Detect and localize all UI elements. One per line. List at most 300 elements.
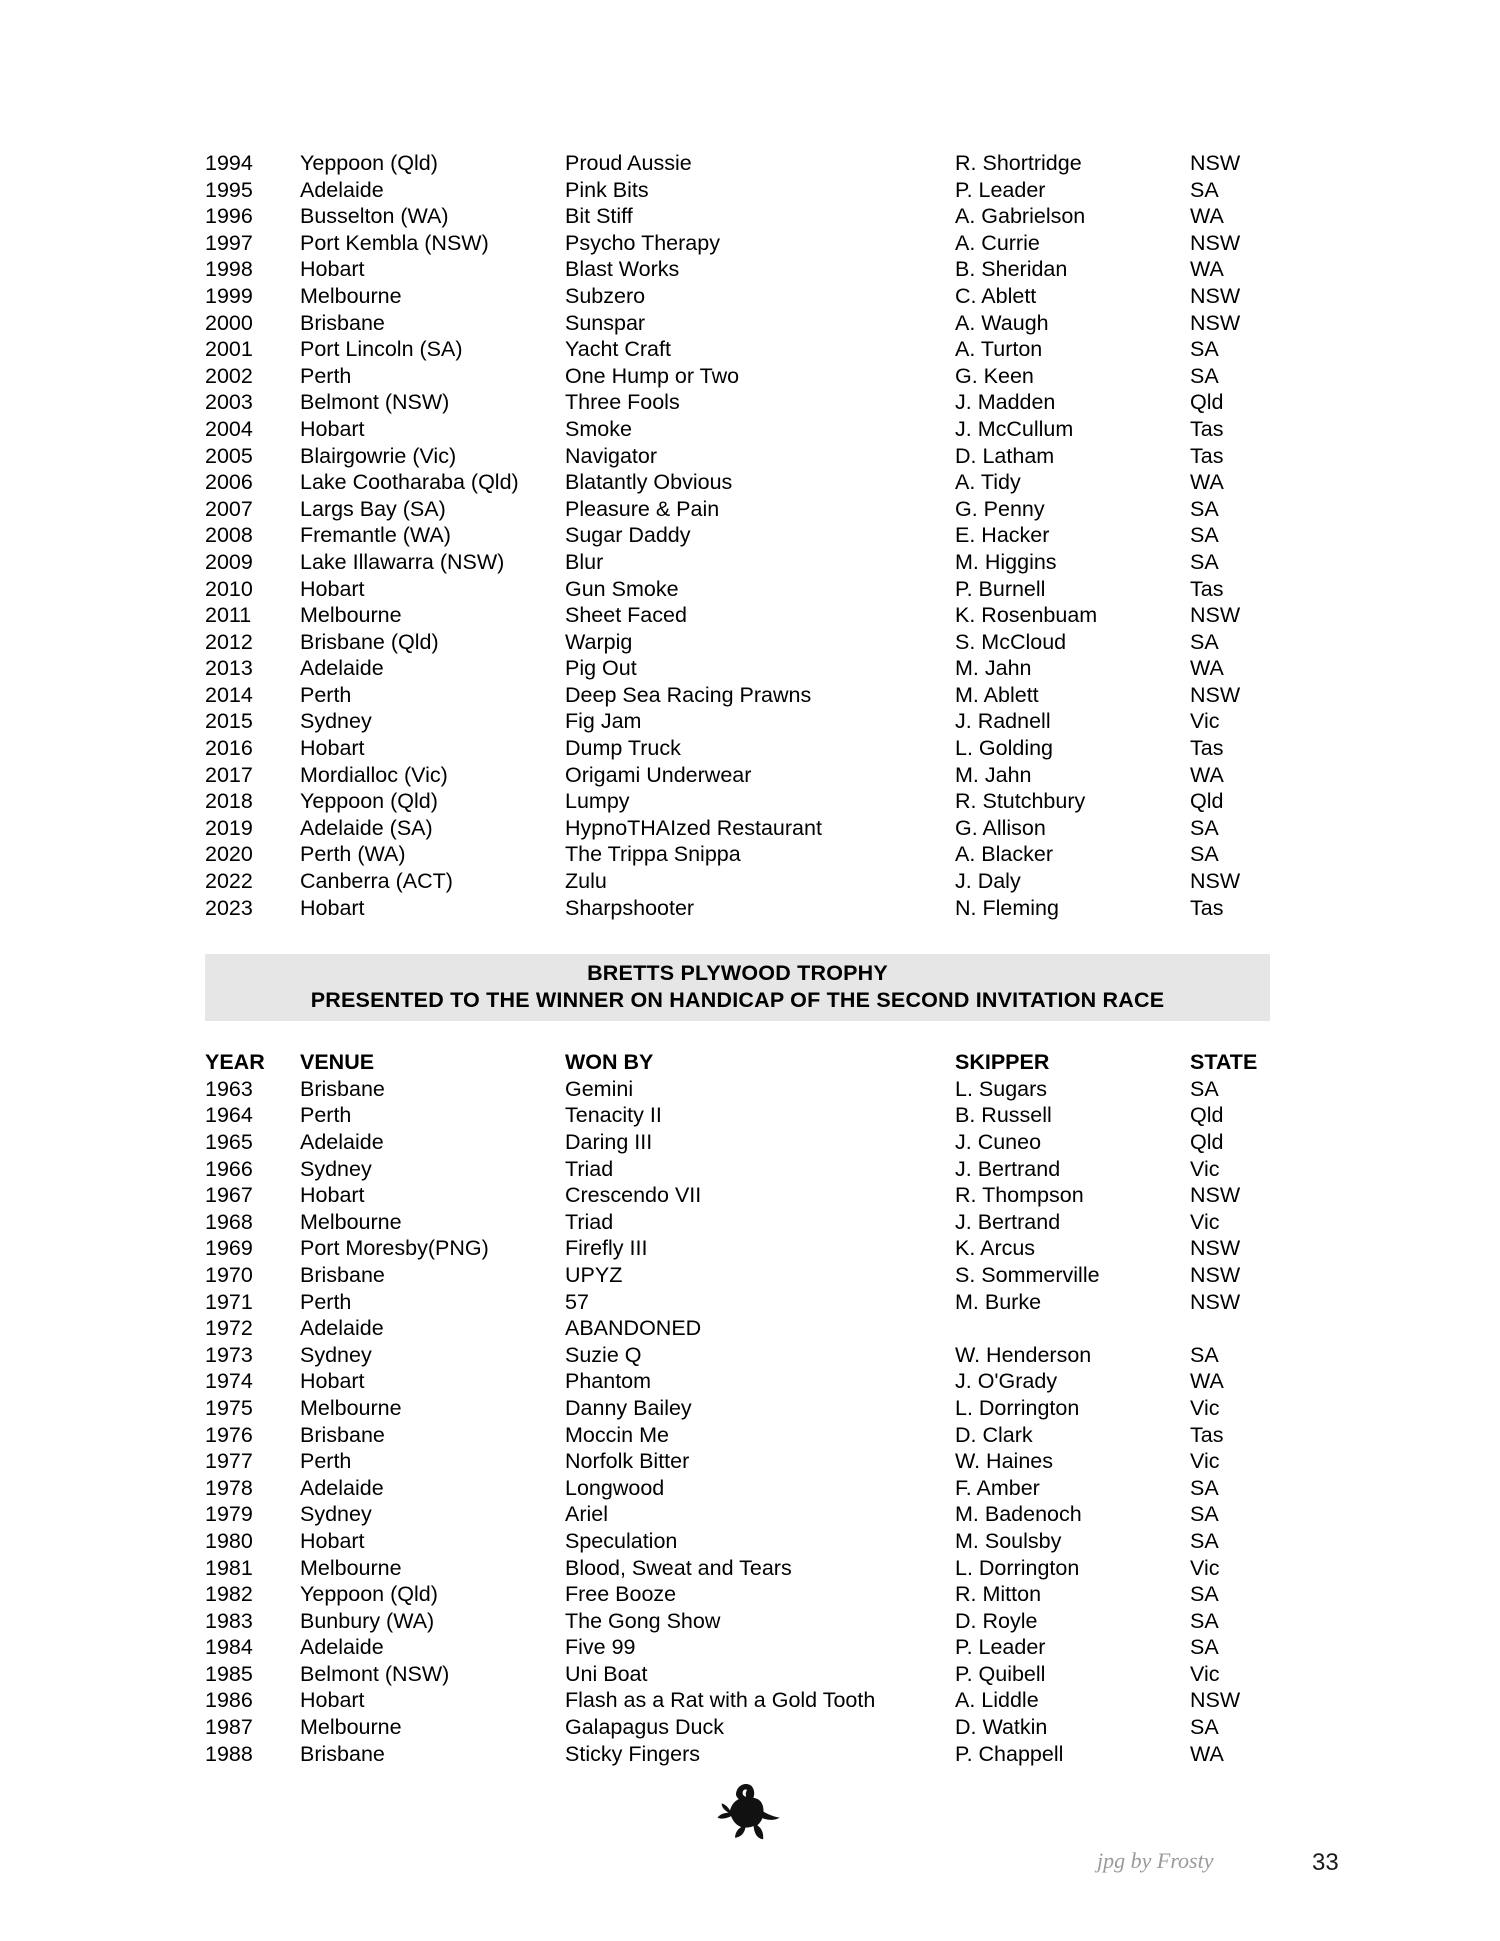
top_table-cell: Port Kembla (NSW) [300,230,489,255]
column-header: STATE [1190,1050,1258,1075]
bottom_table-cell: B. Russell [955,1103,1052,1128]
top_table-cell: N. Fleming [955,895,1059,920]
top_table-cell: A. Blacker [955,842,1053,867]
top_table-cell: WA [1190,470,1224,495]
top_table-cell: Bit Stiff [565,204,633,229]
top_table-cell: WA [1190,656,1224,681]
bottom_table-cell: 1975 [205,1395,253,1420]
top_table-cell: 2003 [205,390,253,415]
top_table-cell: SA [1190,337,1219,362]
table-row [205,177,1270,204]
bottom_table-cell: 1982 [205,1582,253,1607]
table-row [205,1608,1270,1635]
top_table-cell: Origami Underwear [565,762,752,787]
bretts-plywood-trophy-table [205,1049,1270,1767]
bottom_table-cell: NSW [1190,1183,1241,1208]
bottom_table-cell: Adelaide [300,1316,384,1341]
bottom_table-cell: SA [1190,1582,1219,1607]
bottom_table-cell: Speculation [565,1528,678,1553]
table-row [205,1076,1270,1103]
winners-table-continued [205,150,1270,921]
top_table-cell: Yeppoon (Qld) [300,151,438,175]
top_table-cell: G. Keen [955,363,1034,388]
top_table-cell: Pink Bits [565,177,649,202]
top_table-cell: SA [1190,496,1219,521]
bottom_table-cell: Adelaide [300,1130,384,1154]
table-header-row [205,1049,1270,1076]
top_table-cell: Hobart [300,576,365,601]
bottom_table-cell: WA [1190,1369,1224,1394]
bottom_table-cell: Adelaide [300,1635,384,1660]
bottom_table-cell: 1988 [205,1741,253,1766]
table-row [205,1289,1270,1316]
top_table-cell: R. Stutchbury [955,789,1086,814]
bottom_table-cell: Perth [300,1449,352,1474]
bottom_table-cell: Sydney [300,1156,372,1181]
bottom_table-cell: Perth [300,1289,352,1314]
top_table-cell: 2016 [205,736,253,761]
table-row [205,1555,1270,1582]
top_table-cell: NSW [1190,151,1241,175]
credit-text: jpg by Frosty [1097,1848,1214,1873]
bottom_table-cell: F. Amber [955,1475,1040,1500]
bottom_table-cell: 1963 [205,1076,253,1101]
top_table-cell: 2001 [205,337,253,362]
bottom_table-cell: K. Arcus [955,1236,1036,1261]
bottom_table-cell: SA [1190,1528,1219,1553]
bottom_table-cell: SA [1190,1608,1219,1633]
top_table-cell: WA [1190,204,1224,229]
bottom_table-cell: Brisbane [300,1422,385,1447]
bottom_table-cell: L. Dorrington [955,1395,1080,1420]
top_table-cell: Yacht Craft [565,337,671,362]
table-row [205,416,1270,443]
bottom_table-cell: M. Badenoch [955,1502,1082,1527]
bottom_table-cell: Vic [1190,1661,1220,1686]
bottom_table-cell: 1971 [205,1289,253,1314]
top_table-cell: Sharpshooter [565,895,695,920]
bottom_table-cell: Flash as a Rat with a Gold Tooth [565,1688,876,1713]
top_table-cell: Blatantly Obvious [565,470,733,495]
bottom_table-cell: 1985 [205,1661,253,1686]
top_table-cell: SA [1190,363,1219,388]
bottom_table-cell: Moccin Me [565,1422,669,1447]
bottom_table-cell: Melbourne [300,1209,402,1234]
bottom_table-cell: 57 [565,1289,589,1314]
table-row [205,682,1270,709]
top_table-cell: D. Latham [955,443,1055,468]
table-row [205,1129,1270,1156]
bottom_table-cell: Free Booze [565,1582,677,1607]
bottom_table-cell: SA [1190,1475,1219,1500]
bottom_table-cell: 1978 [205,1475,253,1500]
top_table-cell: Tas [1190,443,1224,468]
bottom_table-cell: The Gong Show [565,1608,721,1633]
table-row [205,1687,1270,1714]
table-row [205,629,1270,656]
bottom_table-cell [1190,1315,1270,1342]
table-row [205,1342,1270,1369]
top_table-cell: Sydney [300,709,372,734]
top_table-cell: A. Turton [955,337,1043,362]
bottom_table-cell: D. Clark [955,1422,1033,1447]
bottom_table-cell: Hobart [300,1688,365,1713]
trophy-title: BRETTS PLYWOOD TROPHY [587,961,888,986]
table-row [205,363,1270,390]
bottom_table-cell: Melbourne [300,1715,402,1740]
bottom_table-cell: W. Haines [955,1449,1053,1474]
top_table-cell: Qld [1190,390,1224,415]
bottom_table-cell: 1965 [205,1130,253,1154]
top_table-cell: 2017 [205,762,253,787]
table-row [205,389,1270,416]
bottom_table-cell: 1981 [205,1555,253,1580]
top_table-cell: Adelaide [300,177,384,202]
bottom_table-cell: Galapagus Duck [565,1715,724,1740]
top_table-cell: Sheet Faced [565,603,687,628]
table-row [205,1102,1270,1129]
bottom_table-cell: Triad [565,1209,614,1234]
bottom_table-cell: M. Burke [955,1289,1042,1314]
top_table-cell: Blairgowrie (Vic) [300,443,457,468]
top_table-cell: 2015 [205,709,253,734]
bottom_table-cell: 1967 [205,1183,253,1208]
top_table-cell: Adelaide (SA) [300,815,433,840]
top_table-cell: Vic [1190,709,1220,734]
table-row [205,1475,1270,1502]
bottom_table-cell: Port Moresby(PNG) [300,1236,489,1261]
top_table-cell: 1996 [205,204,253,229]
table-row [205,310,1270,337]
bottom_table-cell: Norfolk Bitter [565,1449,690,1474]
bottom_table-cell: Five 99 [565,1635,636,1660]
bottom_table-cell: R. Thompson [955,1183,1084,1208]
bottom-table-body [205,1076,1270,1767]
top_table-cell: HypnoTHAIzed Restaurant [565,815,822,840]
bottom_table-cell: Uni Boat [565,1661,648,1686]
bottom_table-cell: J. Cuneo [955,1130,1042,1154]
bottom_table-cell: NSW [1190,1262,1241,1287]
top_table-cell: Zulu [565,869,607,894]
table-row [205,443,1270,470]
bottom_table-cell: Melbourne [300,1395,402,1420]
top_table-cell: NSW [1190,283,1241,308]
bottom_table-cell: Vic [1190,1209,1220,1234]
bottom_table-cell: Brisbane [300,1076,385,1101]
bottom_table-cell: P. Chappell [955,1741,1064,1766]
bottom_table-cell: Tenacity II [565,1103,662,1128]
top_table-cell: J. Radnell [955,709,1051,734]
bottom_table-cell: Crescendo VII [565,1183,702,1208]
bottom_table-cell: Bunbury (WA) [300,1608,435,1633]
top_table-cell: SA [1190,549,1219,574]
table-row [205,1634,1270,1661]
top_table-cell: Brisbane (Qld) [300,629,439,654]
bottom_table-cell: 1974 [205,1369,253,1394]
bottom_table-cell: Perth [300,1103,352,1128]
top_table-cell: NSW [1190,230,1241,255]
table-row [205,735,1270,762]
top_table-cell: Pleasure & Pain [565,496,720,521]
table-row [205,150,1270,177]
bottom_table-cell: A. Liddle [955,1688,1039,1713]
top_table-cell: Blur [565,549,604,574]
table-row [205,895,1270,922]
bottom_table-cell: W. Henderson [955,1342,1092,1367]
top_table-cell: WA [1190,762,1224,787]
table-row [205,602,1270,629]
top_table-cell: Tas [1190,895,1224,920]
page-content [205,150,1295,1767]
bottom_table-cell: P. Quibell [955,1661,1046,1686]
top_table-cell: Lumpy [565,789,630,814]
bottom_table-cell: Hobart [300,1369,365,1394]
top_table-cell: P. Leader [955,177,1046,202]
top_table-cell: Melbourne [300,603,402,628]
top_table-cell: SA [1190,177,1219,202]
bottom_table-cell: Hobart [300,1528,365,1553]
top_table-cell: J. Daly [955,869,1021,894]
bottom_table-cell: J. Bertrand [955,1209,1061,1234]
bottom_table-cell: 1969 [205,1236,253,1261]
top_table-cell: A. Gabrielson [955,204,1086,229]
top_table-cell: Fig Jam [565,709,642,734]
top_table-cell: Canberra (ACT) [300,869,453,894]
bottom_table-cell: 1972 [205,1316,253,1341]
top_table-cell: G. Penny [955,496,1045,521]
top_table-cell: 2014 [205,682,253,707]
top_table-cell: Proud Aussie [565,151,692,175]
top_table-cell: 2012 [205,629,253,654]
top_table-cell: Yeppoon (Qld) [300,789,438,814]
bottom_table-cell: Belmont (NSW) [300,1661,450,1686]
bottom_table-cell: R. Mitton [955,1582,1042,1607]
top_table-cell: A. Currie [955,230,1040,255]
bottom_table-cell: NSW [1190,1236,1241,1261]
bottom_table-cell: L. Sugars [955,1076,1048,1101]
table-row [205,815,1270,842]
bottom_table-cell: NSW [1190,1688,1241,1713]
bottom_table-cell: D. Watkin [955,1715,1048,1740]
table-row [205,1581,1270,1608]
top_table-cell: 2020 [205,842,253,867]
top-table-body [205,150,1270,921]
top_table-cell: Sugar Daddy [565,523,691,548]
table-row [205,256,1270,283]
bottom_table-cell: Longwood [565,1475,665,1500]
table-row [205,203,1270,230]
bottom_table-cell: SA [1190,1502,1219,1527]
column-header: SKIPPER [955,1050,1050,1075]
top_table-cell: 1994 [205,151,253,175]
bottom_table-cell: Hobart [300,1183,365,1208]
page-number: 33 [1312,1849,1339,1876]
top_table-cell: S. McCloud [955,629,1067,654]
bottom_table-cell: Sticky Fingers [565,1741,701,1766]
top_table-cell: J. Madden [955,390,1056,415]
top_table-cell: Hobart [300,416,365,441]
top_table-cell: C. Ablett [955,283,1037,308]
table-row [205,841,1270,868]
table-row [205,1209,1270,1236]
top_table-cell: Lake Illawarra (NSW) [300,549,505,574]
bottom_table-cell: 1964 [205,1103,253,1128]
column-header: YEAR [205,1050,265,1075]
kangaroo-icon [712,1782,792,1844]
top_table-cell: L. Golding [955,736,1054,761]
table-row [205,762,1270,789]
top_table-cell: Warpig [565,629,633,654]
top_table-cell: SA [1190,842,1219,867]
bottom_table-cell: 1984 [205,1635,253,1660]
bottom_table-cell: Qld [1190,1130,1224,1154]
table-row [205,1528,1270,1555]
table-row [205,655,1270,682]
bottom_table-cell: 1979 [205,1502,253,1527]
top_table-cell: Tas [1190,416,1224,441]
table-row [205,469,1270,496]
table-row [205,868,1270,895]
bottom_table-cell: J. O'Grady [955,1369,1058,1394]
table-row [205,496,1270,523]
top_table-cell: 2022 [205,869,253,894]
bottom_table-cell: NSW [1190,1289,1241,1314]
top_table-cell: 2010 [205,576,253,601]
table-row [205,522,1270,549]
bottom_table-cell: 1983 [205,1608,253,1633]
bottom-table-head [205,1049,1270,1076]
column-header: VENUE [300,1050,375,1075]
top_table-cell: K. Rosenbuam [955,603,1098,628]
top_table-cell: 2011 [205,603,252,628]
bottom_table-cell: SA [1190,1715,1219,1740]
top_table-cell: E. Hacker [955,523,1050,548]
top_table-cell: 2002 [205,363,253,388]
top_table-cell: Psycho Therapy [565,230,720,255]
top_table-cell: Hobart [300,257,365,282]
bottom_table-cell: 1980 [205,1528,253,1553]
top_table-cell: R. Shortridge [955,151,1082,175]
top_table-cell: NSW [1190,682,1241,707]
table-row [205,230,1270,257]
top_table-cell: G. Allison [955,815,1046,840]
table-row [205,1448,1270,1475]
top_table-cell: J. McCullum [955,416,1074,441]
top_table-cell: Fremantle (WA) [300,523,451,548]
table-row [205,1422,1270,1449]
bottom_table-cell: SA [1190,1635,1219,1660]
top_table-cell: Blast Works [565,257,680,282]
top_table-cell: 2019 [205,815,253,840]
top_table-cell: Mordialloc (Vic) [300,762,448,787]
bottom_table-cell: Qld [1190,1103,1224,1128]
top_table-cell: NSW [1190,310,1241,335]
top_table-cell: Sunspar [565,310,646,335]
bottom_table-cell: S. Sommerville [955,1262,1100,1287]
table-row [205,336,1270,363]
bottom_table-cell: 1986 [205,1688,253,1713]
top_table-cell: 2006 [205,470,253,495]
top_table-cell: 2013 [205,656,253,681]
table-row [205,708,1270,735]
bottom_table-cell: Daring III [565,1130,653,1154]
top_table-cell: 2023 [205,895,253,920]
top_table-cell: A. Waugh [955,310,1049,335]
top_table-cell: Subzero [565,283,646,308]
bottom_table-cell: Brisbane [300,1741,385,1766]
bottom_table-cell: Brisbane [300,1262,385,1287]
bottom_table-cell: Gemini [565,1076,634,1101]
bottom_table-cell: ABANDONED [565,1316,702,1341]
top_table-cell: Tas [1190,576,1224,601]
top_table-cell: SA [1190,629,1219,654]
top_table-cell: Qld [1190,789,1224,814]
top_table-cell: SA [1190,523,1219,548]
bottom_table-cell: Phantom [565,1369,652,1394]
bottom_table-cell: M. Soulsby [955,1528,1062,1553]
top_table-cell: WA [1190,257,1224,282]
table-row [205,1368,1270,1395]
top_table-cell: 1997 [205,230,253,255]
top_table-cell: 1998 [205,257,253,282]
table-row [205,549,1270,576]
bottom_table-cell [955,1315,1190,1342]
bottom_table-cell: Danny Bailey [565,1395,692,1420]
top_table-cell: Perth [300,363,352,388]
top_table-cell: Perth [300,682,352,707]
bottom_table-cell: Adelaide [300,1475,384,1500]
top_table-cell: Hobart [300,736,365,761]
table-row [205,1395,1270,1422]
top_table-cell: Three Fools [565,390,680,415]
top_table-cell: NSW [1190,603,1241,628]
bottom_table-cell: Vic [1190,1555,1220,1580]
table-row [205,1315,1270,1342]
top_table-cell: 1999 [205,283,253,308]
top_table-cell: Lake Cootharaba (Qld) [300,470,519,495]
bottom_table-cell: Tas [1190,1422,1224,1447]
bottom_table-cell: 1987 [205,1715,253,1740]
bottom_table-cell: 1976 [205,1422,253,1447]
table-row [205,1741,1270,1768]
table-row [205,1501,1270,1528]
top_table-cell: B. Sheridan [955,257,1068,282]
table-row [205,1661,1270,1688]
top_table-cell: 2005 [205,443,253,468]
bottom_table-cell: J. Bertrand [955,1156,1061,1181]
bottom_table-cell: UPYZ [565,1262,623,1287]
bottom_table-cell: 1970 [205,1262,253,1287]
bottom_table-cell: Suzie Q [565,1342,642,1367]
top_table-cell: 2009 [205,549,253,574]
bottom_table-cell: Ariel [565,1502,609,1527]
trophy-banner [205,954,1270,1021]
top_table-cell: Gun Smoke [565,576,679,601]
top_table-cell: 2000 [205,310,253,335]
table-row [205,1262,1270,1289]
bottom_table-cell: Vic [1190,1395,1220,1420]
top_table-cell: Tas [1190,736,1224,761]
top_table-cell: P. Burnell [955,576,1046,601]
bottom_table-cell: Vic [1190,1156,1220,1181]
bottom_table-cell: Triad [565,1156,614,1181]
top_table-cell: 2004 [205,416,253,441]
table-row [205,1156,1270,1183]
top_table-cell: A. Tidy [955,470,1021,495]
table-row [205,283,1270,310]
top_table-cell: Brisbane [300,310,385,335]
top_table-cell: Pig Out [565,656,637,681]
